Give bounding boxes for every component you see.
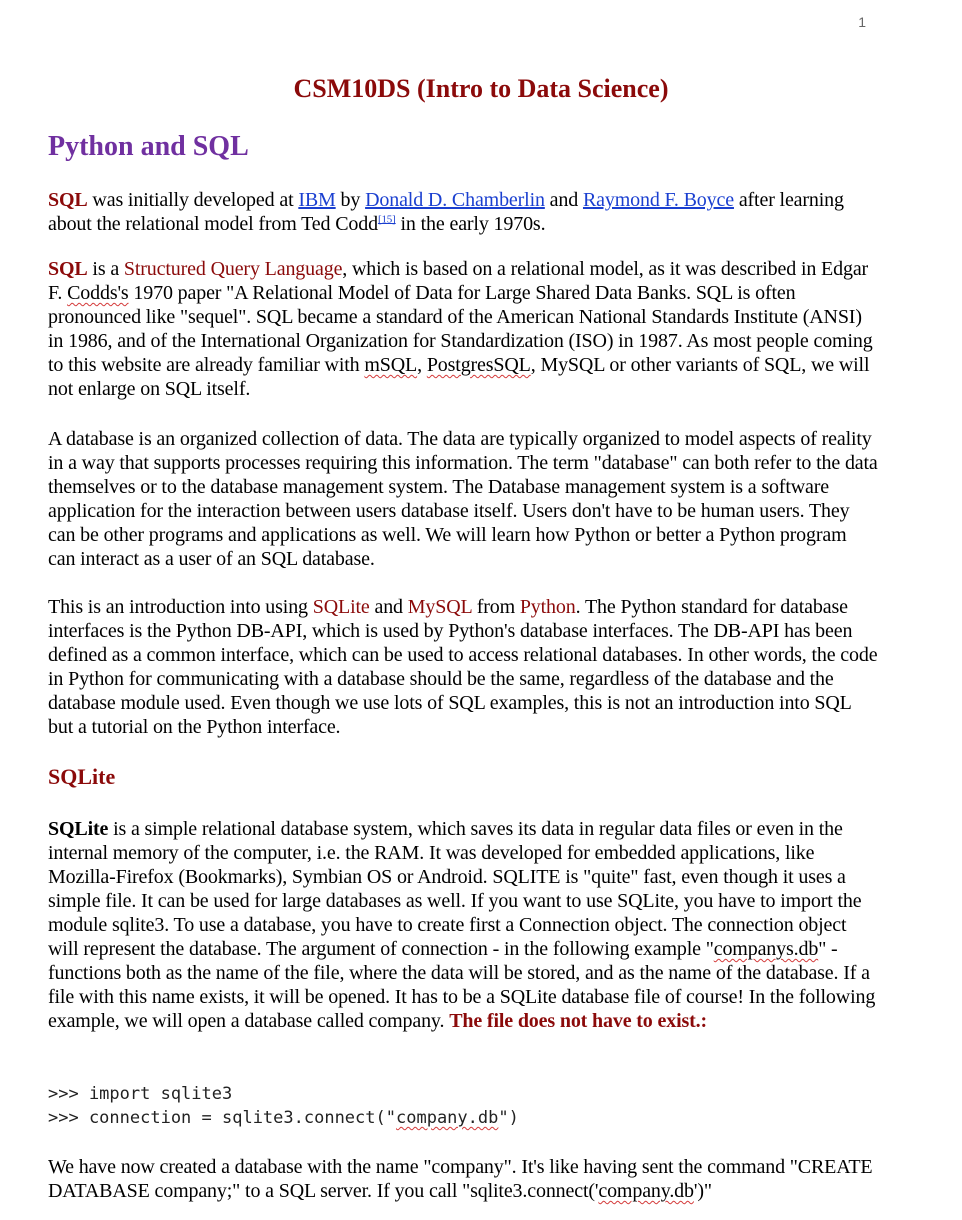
text: " - functions both as the name of the file, where the data will be stored, and as the name of the database. If a file with this name exists, it will be opened. It has to be a SQLite database file of course! In the following example, we will open a database called company. — [48, 938, 876, 1032]
text: after learning about the relational model from Ted Codd — [48, 189, 844, 235]
spellcheck-company-db: company.db — [598, 1180, 694, 1202]
text: ')" — [693, 1180, 712, 1202]
spellcheck-msql: mSQL — [364, 354, 418, 376]
sql-term: SQL — [48, 189, 88, 211]
text: , MySQL or other variants of SQL, we will not enlarge on SQL itself. — [48, 354, 870, 400]
paragraph-database-definition: A database is an organized collection of data. The data are typically organized to model aspects of reality in a way that supports processes requiring this information. The term "database" can both refer to the data themselves or to the database management system. The Database management system is a software application for the interaction between users database itself. Users don't have to be human users. They can be other programs and applications as well. We will learn how Python or better a Python program can interact as a user of an SQL database. — [48, 428, 878, 570]
text: , — [417, 354, 427, 376]
spellcheck-postgressql: PostgresSQL — [426, 354, 531, 376]
mysql-term: MySQL — [407, 596, 472, 618]
text: from — [471, 596, 520, 618]
paragraph-sqlite-intro — [48, 817, 878, 1033]
sql-term: SQL — [48, 258, 88, 280]
text: is a — [87, 258, 124, 280]
python-term: Python — [519, 596, 576, 618]
spellcheck-company-db: company.db — [396, 1108, 499, 1128]
reference-link-15[interactable]: [15] — [377, 213, 396, 226]
sqlite-term: SQLite — [312, 596, 370, 618]
file-note-bold: The file does not have to exist.: — [449, 1010, 707, 1032]
text: 1970 paper "A Relational Model of Data for Large Shared Data Banks. SQL is often pronounced like "sequel". SQL became a standard of the American National Standards Institute (ANSI) in 1986, and of the International Organization for Standardization (ISO) in 1987. As most people coming to this website are already familiar with — [48, 282, 873, 376]
link-donald-chamberlin[interactable]: Donald D. Chamberlin — [365, 189, 545, 211]
text: We have now created a database with the name "company". It's like having sent the command "CREATE DATABASE company;" to a SQL server. If you call "sqlite3.connect(' — [48, 1156, 873, 1202]
code-text: ") — [498, 1108, 519, 1128]
paragraph-sql-history — [48, 188, 878, 236]
text: was initially developed at — [87, 189, 299, 211]
text: This is an introduction into using — [48, 596, 313, 618]
code-line-import: >>> import sqlite3 — [48, 1084, 233, 1104]
section-heading-python-and-sql: Python and SQL — [48, 131, 249, 162]
text: and — [369, 596, 408, 618]
structured-query-language-term: Structured Query Language — [123, 258, 343, 280]
course-title: CSM10DS (Intro to Data Science) — [293, 74, 669, 103]
code-line-connect — [48, 1106, 519, 1130]
paragraph-database-created — [48, 1155, 878, 1203]
spellcheck-companys-db: companys.db — [713, 938, 819, 960]
spellcheck-codds: Codds's — [67, 282, 129, 304]
page-number: 1 — [858, 14, 866, 30]
text: is a simple relational database system, which saves its data in regular data files or even in the internal memory of the computer, i.e. the RAM. It was developed for embedded applications, like Mozilla-Firefox (Bookmarks), Symbian OS or Android. SQLITE is "quite" fast, even though it uses a simple file. It can be used for large databases as well. If you want to use SQLite, you have to import the module sqlite3. To use a database, you have to create first a Connection object. The connection object will represent the database. The argument of connection - in the following example " — [48, 818, 862, 960]
text: , which is based on a relational model, as it was described in Edgar F. — [48, 258, 869, 304]
section-heading-sqlite: SQLite — [48, 764, 116, 789]
text: by — [335, 189, 366, 211]
text: in the early 1970s. — [395, 213, 546, 235]
text: and — [544, 189, 583, 211]
text: . The Python standard for database interfaces is the Python DB-API, which is used by Python's database interfaces. The DB-API has been defined as a common interface, which can be used to access relational databases. In other words, the code in Python for communicating with a database should be the same, regardless of the database and the database module used. Even though we use lots of SQL examples, this is not an introduction into SQL but a tutorial on the Python interface. — [48, 596, 878, 738]
code-text: >>> connection = sqlite3.connect(" — [48, 1108, 396, 1128]
link-raymond-boyce[interactable]: Raymond F. Boyce — [582, 189, 734, 211]
paragraph-python-db-api — [48, 595, 878, 739]
sqlite-term: SQLite — [48, 818, 109, 840]
link-ibm[interactable]: IBM — [298, 189, 336, 211]
paragraph-sql-definition — [48, 257, 878, 401]
